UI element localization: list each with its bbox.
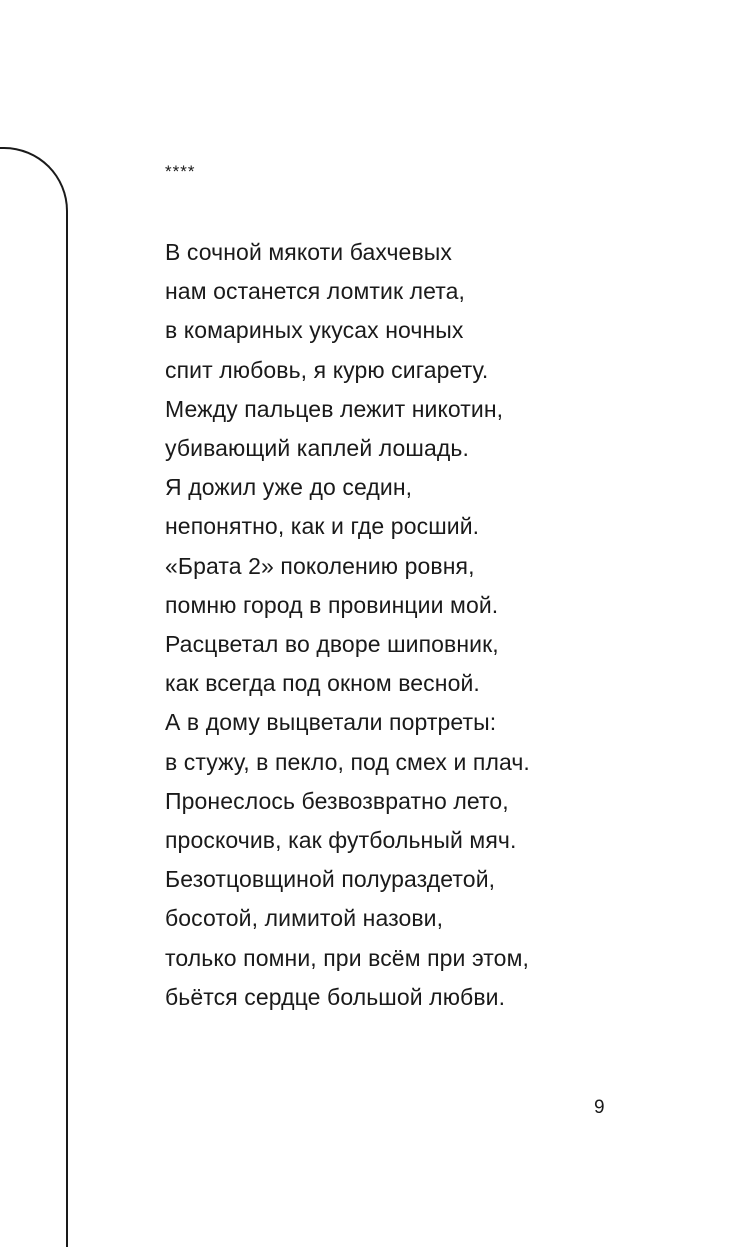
poem-line: Расцветал во дворе шиповник, xyxy=(165,631,499,658)
poem-line: в стужу, в пекло, под смех и плач. xyxy=(165,748,530,775)
poem-line: проскочив, как футбольный мяч. xyxy=(165,827,517,854)
poem-line: только помни, при всём при этом, xyxy=(165,944,529,971)
poem-line: спит любовь, я курю сигарету. xyxy=(165,356,489,383)
poem-line: босотой, лимитой назови, xyxy=(165,905,444,932)
poem-line: «Брата 2» поколению ровня, xyxy=(165,552,475,579)
poem-line: А в дому выцветали портреты: xyxy=(165,709,497,736)
poem-line: нам останется ломтик лета, xyxy=(165,278,466,305)
poem-separator: **** xyxy=(165,162,196,181)
page-border-decoration xyxy=(0,147,68,1247)
poem-line: бьётся сердце большой любви. xyxy=(165,983,506,1010)
page-number: 9 xyxy=(594,1097,605,1118)
poem-line: Между пальцев лежит никотин, xyxy=(165,395,504,422)
poem-line: в комариных укусах ночных xyxy=(165,317,464,344)
poem-line: В сочной мякоти бахчевых xyxy=(165,239,452,265)
poem-line: помню город в провинции мой. xyxy=(165,591,499,618)
poem-line: убивающий каплей лошадь. xyxy=(165,435,469,462)
poem-line: Пронеслось безвозвратно лето, xyxy=(165,787,509,814)
poem-line: непонятно, как и где росший. xyxy=(165,513,480,540)
poem-line: Я дожил уже до седин, xyxy=(165,474,413,501)
poem-line: как всегда под окном весной. xyxy=(165,670,480,697)
poem-line: Безотцовщиной полураздетой, xyxy=(165,866,496,893)
poem-text xyxy=(165,233,705,1017)
